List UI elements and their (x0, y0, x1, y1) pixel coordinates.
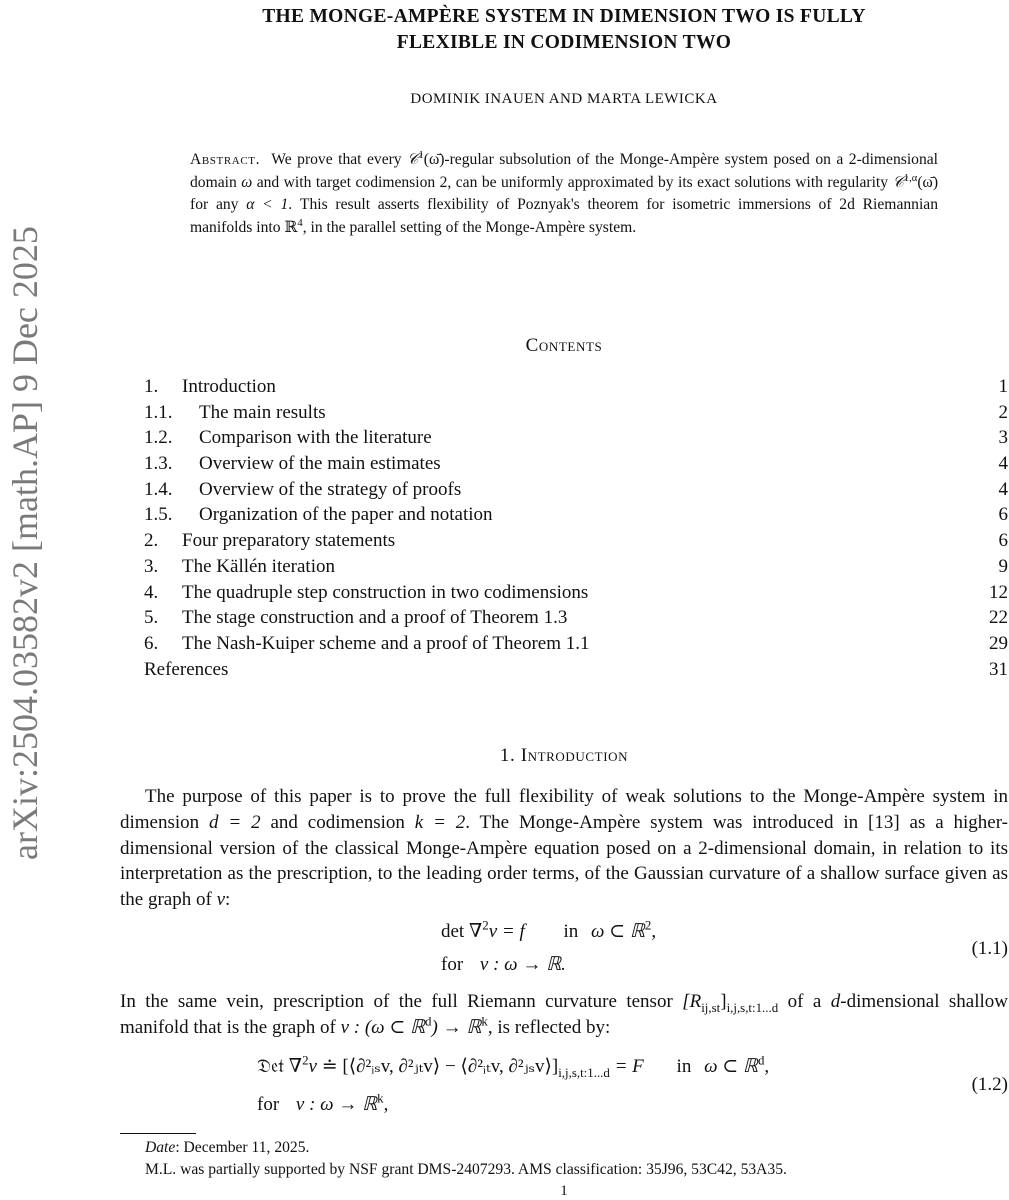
toc-entry[interactable] (144, 451, 1008, 477)
toc-entry-page: 31 (989, 658, 1008, 680)
toc-entry-page: 4 (998, 453, 1008, 475)
eq-sup: 2 (482, 917, 489, 933)
math-sup: d (425, 1013, 432, 1029)
toc-entry-number: 5. (144, 607, 159, 629)
section-heading (120, 745, 1008, 767)
toc-entry-number: 1.3. (144, 453, 173, 475)
toc-heading: Contents (525, 335, 603, 356)
abstract-text: We prove that every (271, 151, 402, 168)
toc-entry-title: The main results (199, 401, 326, 423)
toc-entry-title: Organization of the paper and notation (199, 504, 493, 526)
math-c1: 𝒞 (407, 151, 419, 168)
toc-entry-number: 1.2. (144, 427, 173, 449)
toc-entry-page: 6 (998, 530, 1008, 552)
toc-entry-page: 4 (998, 478, 1008, 500)
toc-entry-title: The stage construction and a proof of Theorem 1.3 (182, 607, 568, 629)
abstract (190, 149, 938, 239)
toc-entry-title: The quadruple step construction in two codimensions (182, 581, 589, 603)
paragraph-text: and codimension (270, 811, 405, 833)
paragraph-text: : (225, 889, 231, 911)
footnote-date-label: Date (145, 1139, 176, 1156)
math-r4-sup: 4 (297, 217, 303, 229)
toc-entry-number: 4. (144, 581, 159, 603)
math-d: d (830, 991, 841, 1012)
toc-entry[interactable] (144, 528, 1008, 554)
equation-1-2-line-2 (257, 1090, 389, 1116)
eq-text: for (257, 1094, 280, 1115)
section-title: Introduction (520, 745, 629, 766)
abstract-text: . This result asserts flexibility of Poznyak's theorem for isometric immersions of 2d Riemannian manifolds into (190, 196, 939, 236)
math-sub: ij,st (701, 999, 721, 1015)
equation-1-1-line-2 (441, 953, 566, 976)
eq-text: v = f (488, 921, 525, 942)
math-c1alpha: 𝒞 (892, 173, 904, 191)
toc-entry-number: 3. (144, 555, 159, 577)
toc-entry-title: The Nash-Kuiper scheme and a proof of Theorem 1.1 (182, 632, 590, 654)
eq-sub: i,j,s,t:1...d (558, 1064, 610, 1080)
eq-text: in (563, 921, 579, 942)
equation-number: (1.2) (971, 1074, 1008, 1095)
toc-entry[interactable] (144, 554, 1008, 580)
page-number: 1 (560, 1183, 568, 1199)
eq-sup: k (377, 1090, 384, 1106)
eq-sup: d (757, 1052, 765, 1068)
toc-entry-number: 1. (144, 376, 159, 397)
section-number: 1. (499, 745, 516, 766)
math-c1alpha-arg: (ω̄) (917, 173, 939, 191)
toc-entry[interactable] (144, 605, 1008, 631)
toc-entry-page: 9 (998, 555, 1008, 577)
toc-entry[interactable] (144, 477, 1008, 503)
toc-entry-page: 29 (989, 632, 1008, 654)
eq-text: , (764, 1056, 770, 1077)
toc-entry-number: 1.1. (144, 401, 173, 423)
math-riemann: [R (682, 991, 702, 1012)
abstract-text: for any (190, 196, 239, 213)
eq-text: for (441, 954, 464, 975)
math-map: v : (ω ⊂ ℝ (340, 1016, 426, 1038)
math-c1alpha-sup: 1,α (903, 172, 918, 184)
authors: DOMINIK INAUEN AND MARTA LEWICKA (410, 91, 718, 107)
title-line-2: FLEXIBLE IN CODIMENSION TWO (396, 32, 732, 53)
paragraph-text: In the same vein, prescription of the full Riemann curvature tensor (120, 991, 673, 1012)
paragraph (120, 784, 1008, 913)
toc-entry[interactable] (144, 400, 1008, 426)
title-line-1: THE MONGE-AMPÈRE SYSTEM IN DIMENSION TWO IS FULLY (262, 6, 866, 27)
toc-entry-title: Introduction (182, 376, 276, 397)
paper-title (120, 4, 1008, 56)
eq-sup: 2 (644, 917, 652, 933)
eq-text: v : ω → ℝ (295, 1094, 378, 1115)
paragraph-text: . The Monge-Ampère system was introduced in [13] as a higher-dimensional version of the classical Monge-Ampère equation posed on a 2-dimensional domain, in relation to its interpretation as the prescription, to the leading order terms, of the Gaussian curvature of a shallow surface given as the graph of (120, 811, 1009, 911)
abstract-text: and with target codimension 2, can be uniformly approximated by its exact solutions with regularity (256, 173, 889, 191)
abstract-text: -regular subsolution of the Monge-Ampère system posed on a 2-dimensional domain (190, 151, 938, 191)
math-c1-sup: 1 (418, 149, 424, 161)
toc-entry-title: Overview of the strategy of proofs (199, 478, 462, 500)
toc-entry-page: 2 (998, 401, 1008, 423)
math-c1-arg: (ω̄) (423, 151, 445, 168)
toc-entry-page: 6 (998, 504, 1008, 526)
paragraph-text: , is reflected by: (487, 1016, 611, 1038)
toc-entry-page: 1 (998, 376, 1008, 397)
eq-sup: 2 (302, 1052, 309, 1068)
toc-entry-page: 12 (989, 581, 1008, 603)
toc-entry-title: Comparison with the literature (199, 427, 432, 449)
eq-text: , (383, 1094, 389, 1115)
paragraph-text: ] (720, 991, 727, 1012)
eq-text: ω ⊂ ℝ (591, 921, 645, 942)
toc-entry[interactable] (144, 374, 1008, 400)
paragraph (120, 989, 1008, 1041)
toc-entry-title: Four preparatory statements (182, 530, 396, 552)
abstract-text: , in the parallel setting of the Monge-Ampère system. (302, 218, 637, 236)
toc-entry-number: 1.5. (144, 504, 173, 526)
equation-1-2-line-1 (257, 1052, 770, 1080)
eq-text: ω ⊂ ℝ (704, 1056, 758, 1077)
toc-entry-title: The Källén iteration (182, 555, 335, 577)
toc-entry-title: References (144, 658, 229, 680)
equation-1-1-line-1 (441, 917, 657, 943)
toc-entry-page: 22 (989, 607, 1008, 629)
eq-text: , (651, 921, 657, 942)
eq-text: v : ω → ℝ. (479, 954, 566, 975)
paragraph-text: The purpose of this paper is to prove the full flexibility of weak solutions to the Monge-Ampère system in dimension (120, 786, 1008, 833)
toc-entry-title: Overview of the main estimates (199, 453, 441, 475)
abstract-label: Abstract. (190, 151, 261, 168)
footnote-grant: M.L. was partially supported by NSF grant DMS-2407293. AMS classification: 35J96, 53C42, 53A35. (145, 1161, 787, 1178)
toc-entry[interactable] (144, 425, 1008, 451)
math-omega: ω (241, 173, 253, 191)
toc-entry-page: 3 (998, 427, 1008, 449)
arxiv-identifier-stamp: arXiv:2504.03582v2 [math.AP] 9 Dec 2025 (5, 226, 45, 860)
footnote-date (145, 1137, 1005, 1159)
eq-text: in (676, 1056, 692, 1077)
equation-number: (1.1) (971, 938, 1008, 959)
math-v: v (216, 889, 225, 911)
math-sup: k (481, 1013, 488, 1029)
eq-text: 𝔇𝔢𝔱 ∇ (257, 1056, 303, 1077)
table-of-contents (144, 374, 1008, 682)
paragraph-text: -dimensional shallow manifold that is the graph of (120, 991, 1009, 1038)
footnote-rule (120, 1133, 196, 1134)
footnote-date-value: : December 11, 2025. (175, 1139, 310, 1156)
toc-entry[interactable] (144, 580, 1008, 606)
toc-entry[interactable] (144, 502, 1008, 528)
math-alpha-condition: α < 1 (246, 196, 289, 213)
math-k: k = 2 (414, 811, 466, 833)
toc-entry-number: 6. (144, 632, 159, 654)
toc-entry-number: 1.4. (144, 478, 173, 500)
toc-entry[interactable] (144, 631, 1008, 657)
math-r4: ℝ (284, 218, 298, 236)
math-map: ) → ℝ (431, 1016, 482, 1038)
toc-entry[interactable] (144, 657, 1008, 683)
paragraph-text: of a (787, 991, 822, 1012)
eq-text: det ∇ (441, 921, 483, 942)
math-d: d = 2 (209, 811, 261, 833)
eq-text: v ≐ (308, 1056, 338, 1077)
toc-entry-number: 2. (144, 530, 159, 552)
math-sub: i,j,s,t:1...d (726, 999, 779, 1015)
eq-text: = F (614, 1056, 644, 1077)
eq-text: [⟨∂²ᵢₛv, ∂²ⱼₜv⟩ − ⟨∂²ᵢₜv, ∂²ⱼₛv⟩] (342, 1056, 559, 1077)
